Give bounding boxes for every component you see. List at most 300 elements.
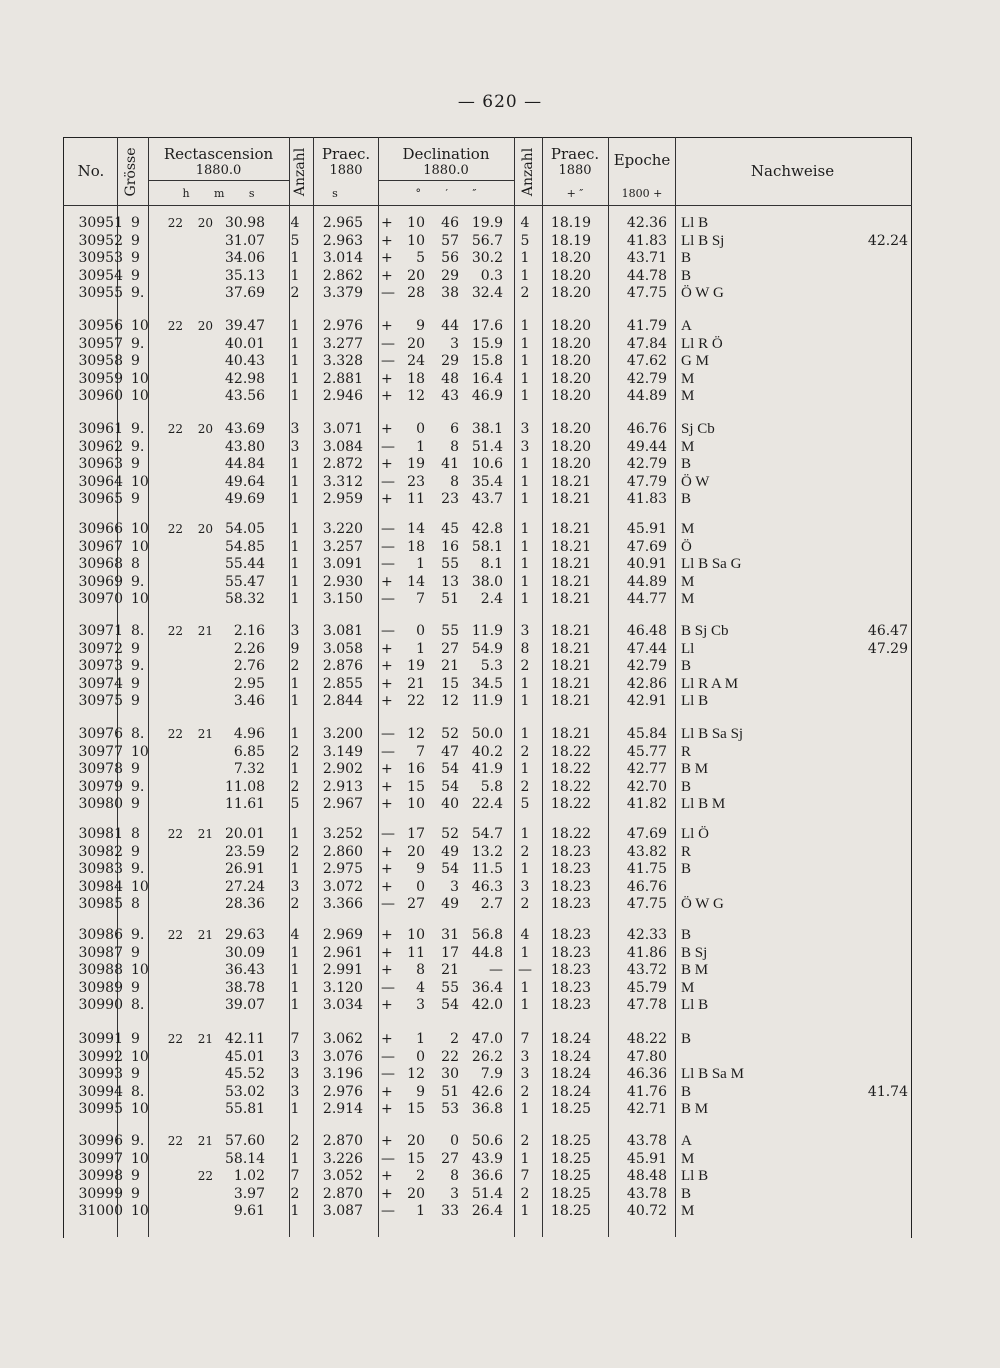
ra-seconds: 29.63: [225, 927, 266, 943]
dec-minutes: 6: [450, 421, 459, 437]
dec-degrees: 1: [416, 556, 425, 572]
ra-precession: 3.252: [322, 826, 363, 842]
table-row: [63, 1203, 910, 1221]
ra-seconds: 42.11: [225, 1031, 266, 1047]
table-row: [63, 250, 910, 268]
dec-sign: +: [381, 318, 393, 334]
ra-precession: 2.862: [322, 267, 363, 284]
epoch: 41.75: [626, 861, 667, 877]
star-number: 30954: [78, 267, 123, 284]
dec-seconds: 34.5: [471, 675, 503, 692]
dec-count: 1: [520, 388, 530, 404]
ra-seconds: 3.46: [233, 693, 265, 709]
ra-precession: 3.072: [322, 878, 363, 895]
dec-precession: 18.21: [550, 658, 591, 674]
ra-seconds: 7.32: [233, 761, 265, 777]
dec-count: 1: [520, 944, 530, 961]
ra-seconds: 4.96: [233, 726, 265, 742]
dec-minutes: 21: [441, 658, 459, 674]
ra-precession: 3.226: [322, 1150, 363, 1167]
dec-degrees: 19: [407, 456, 425, 472]
header-praec: Praec.: [321, 145, 371, 163]
references: M: [681, 388, 695, 404]
dec-sign: +: [381, 796, 393, 812]
dec-precession: 18.20: [550, 285, 591, 301]
dec-seconds: —: [489, 962, 503, 978]
ra-precession: 3.149: [322, 743, 363, 760]
ra-seconds: 2.16: [233, 623, 265, 639]
ra-hours: 22: [167, 522, 183, 536]
star-number: 30969: [78, 573, 123, 590]
dec-sign: +: [381, 778, 393, 795]
magnitude: 9: [131, 796, 140, 812]
ra-seconds: 37.69: [225, 285, 266, 301]
references: B Sj Cb: [681, 623, 729, 639]
star-number: 30951: [78, 215, 123, 231]
epoch: 42.79: [626, 370, 667, 387]
epoch: 42.36: [626, 215, 667, 231]
ra-precession: 3.120: [322, 979, 363, 996]
epoch: 41.76: [626, 1083, 667, 1100]
table-row: [63, 945, 910, 963]
dec-degrees: 7: [416, 591, 425, 607]
star-number: 30967: [78, 538, 123, 555]
ra-count: 2: [290, 1133, 300, 1149]
dec-count: 3: [520, 1066, 530, 1082]
dec-degrees: 3: [416, 997, 425, 1013]
references: R: [681, 743, 692, 760]
dec-minutes: 12: [441, 693, 459, 709]
references: Ll B M: [681, 796, 726, 812]
ra-precession: 2.902: [322, 761, 363, 777]
dec-degrees: 0: [416, 623, 425, 639]
magnitude: 10: [131, 743, 149, 760]
dec-seconds: 42.0: [471, 997, 503, 1013]
side-note: 41.74: [867, 1083, 908, 1100]
magnitude: 9.: [131, 421, 145, 437]
dec-precession: 18.23: [550, 944, 591, 961]
magnitude: 9.: [131, 285, 145, 301]
table-row: [63, 556, 910, 574]
magnitude: 9: [131, 761, 140, 777]
ra-count: 1: [290, 456, 300, 472]
epoch: 42.71: [626, 1101, 667, 1117]
dec-minutes: 8: [450, 438, 459, 455]
epoch: 41.79: [626, 318, 667, 334]
magnitude: 10: [131, 962, 149, 978]
table-row: [63, 1049, 910, 1067]
header-epoche: Epoche: [613, 151, 671, 169]
dec-sign: —: [381, 473, 395, 490]
dec-count: 3: [520, 878, 530, 895]
ra-seconds: 55.81: [225, 1101, 266, 1117]
epoch: 45.77: [626, 743, 667, 760]
ra-count: 1: [290, 591, 300, 607]
dec-sign: +: [381, 388, 393, 404]
ra-precession: 2.991: [322, 962, 363, 978]
ra-hours: 22: [167, 624, 183, 638]
dec-precession: 18.21: [550, 726, 591, 742]
header-anzahl: Anzahl: [292, 147, 308, 197]
ra-count: 1: [290, 473, 300, 490]
dec-sign: —: [381, 623, 395, 639]
header-ra-units: h m s: [182, 187, 255, 200]
dec-degrees: 20: [407, 1133, 425, 1149]
dec-precession: 18.20: [550, 318, 591, 334]
ra-seconds: 40.01: [225, 335, 266, 352]
references: Ö W: [681, 473, 710, 490]
dec-precession: 18.20: [550, 267, 591, 284]
references: Ll B Sa M: [681, 1066, 744, 1082]
dec-minutes: 16: [441, 538, 459, 555]
references: M: [681, 979, 695, 996]
epoch: 41.83: [626, 491, 667, 507]
dec-degrees: 24: [407, 353, 425, 369]
dec-degrees: 9: [416, 1083, 425, 1100]
dec-seconds: 17.6: [471, 318, 503, 334]
dec-sign: —: [381, 743, 395, 760]
epoch: 46.76: [626, 421, 667, 437]
star-number: 31000: [78, 1203, 123, 1219]
magnitude: 9.: [131, 658, 145, 674]
header-praec-2-year: 1880: [558, 163, 592, 178]
magnitude: 10: [131, 1150, 149, 1167]
table-row: [63, 693, 910, 711]
ra-seconds: 54.85: [225, 538, 266, 555]
magnitude: 9: [131, 843, 140, 860]
references: B: [681, 927, 692, 943]
ra-count: 2: [290, 658, 300, 674]
header-dec-epoch: 1880.0: [423, 163, 469, 178]
dec-minutes: 43: [441, 388, 459, 404]
ra-seconds: 38.78: [225, 979, 266, 996]
epoch: 41.82: [626, 796, 667, 812]
ra-count: 9: [290, 640, 300, 657]
star-number: 30970: [78, 591, 123, 607]
star-number: 30971: [78, 623, 123, 639]
dec-sign: +: [381, 232, 393, 249]
star-number: 30985: [78, 896, 123, 912]
ra-precession: 3.058: [322, 640, 363, 657]
dec-seconds: 43.7: [471, 491, 503, 507]
references: Ll B: [681, 693, 709, 709]
ra-seconds: 49.69: [225, 491, 266, 507]
magnitude: 9: [131, 944, 140, 961]
ra-precession: 3.196: [322, 1066, 363, 1082]
ra-count: 2: [290, 843, 300, 860]
epoch: 47.75: [626, 285, 667, 301]
ra-count: 1: [290, 675, 300, 692]
dec-seconds: 15.9: [471, 335, 503, 352]
dec-count: 4: [520, 927, 530, 943]
dec-degrees: 20: [407, 843, 425, 860]
dec-seconds: 36.4: [471, 979, 503, 996]
dec-minutes: 52: [441, 726, 459, 742]
star-number: 30974: [78, 675, 123, 692]
ra-precession: 2.976: [322, 1083, 363, 1100]
ra-seconds: 34.06: [225, 250, 266, 266]
dec-sign: +: [381, 491, 393, 507]
magnitude: 8.: [131, 997, 145, 1013]
star-number: 30981: [78, 826, 123, 842]
dec-minutes: 55: [441, 556, 459, 572]
dec-degrees: 1: [416, 1203, 425, 1219]
ra-seconds: 11.61: [225, 796, 266, 812]
dec-precession: 18.20: [550, 250, 591, 266]
ra-minutes: 20: [197, 522, 213, 536]
table-row: [63, 456, 910, 474]
star-number: 30994: [78, 1083, 123, 1100]
dec-precession: 18.21: [550, 573, 591, 590]
epoch: 43.71: [626, 250, 667, 266]
table-row: [63, 844, 910, 862]
dec-minutes: 27: [441, 1150, 459, 1167]
dec-count: 1: [520, 591, 530, 607]
table-row: [63, 962, 910, 980]
dec-degrees: 0: [416, 1048, 425, 1065]
ra-seconds: 11.08: [225, 778, 266, 795]
dec-precession: 18.20: [550, 353, 591, 369]
dec-precession: 18.22: [550, 743, 591, 760]
dec-sign: —: [381, 556, 395, 572]
ra-count: 1: [290, 267, 300, 284]
epoch: 46.76: [626, 878, 667, 895]
magnitude: 9: [131, 232, 140, 249]
ra-hours: 22: [167, 319, 183, 333]
header-groesse: Grösse: [123, 147, 139, 197]
epoch: 46.48: [626, 623, 667, 639]
table-row: [63, 574, 910, 592]
ra-count: 1: [290, 318, 300, 334]
epoch: 43.72: [626, 962, 667, 978]
ra-count: 1: [290, 556, 300, 572]
ra-precession: 3.034: [322, 997, 363, 1013]
ra-precession: 3.366: [322, 896, 363, 912]
ra-seconds: 58.14: [225, 1150, 266, 1167]
table-row: [63, 896, 910, 914]
dec-seconds: 42.8: [471, 521, 503, 537]
epoch: 44.78: [626, 267, 667, 284]
dec-precession: 18.21: [550, 538, 591, 555]
ra-count: 3: [290, 438, 300, 455]
ra-precession: 3.052: [322, 1168, 363, 1184]
dec-seconds: 36.6: [471, 1168, 503, 1184]
ra-seconds: 2.26: [233, 640, 265, 657]
dec-sign: +: [381, 1168, 393, 1184]
ra-precession: 2.844: [322, 693, 363, 709]
dec-count: 5: [520, 796, 530, 812]
dec-precession: 18.21: [550, 623, 591, 639]
star-number: 30963: [78, 456, 123, 472]
star-number: 30959: [78, 370, 123, 387]
ra-hours: 22: [167, 727, 183, 741]
dec-count: 1: [520, 573, 530, 590]
dec-degrees: 4: [416, 979, 425, 996]
magnitude: 9.: [131, 778, 145, 795]
dec-precession: 18.23: [550, 962, 591, 978]
dec-seconds: 42.6: [471, 1083, 503, 1100]
ra-precession: 3.379: [322, 285, 363, 301]
magnitude: 9.: [131, 927, 145, 943]
dec-seconds: 13.2: [471, 843, 503, 860]
star-number: 30988: [78, 962, 123, 978]
dec-degrees: 10: [407, 232, 425, 249]
table-row: [63, 676, 910, 694]
header-praec-unit: s: [332, 187, 338, 200]
ra-seconds: 31.07: [225, 232, 266, 249]
table-row: [63, 879, 910, 897]
dec-degrees: 16: [407, 761, 425, 777]
table-row: [63, 744, 910, 762]
epoch: 47.69: [626, 826, 667, 842]
ra-precession: 3.200: [322, 726, 363, 742]
ra-precession: 3.062: [322, 1031, 363, 1047]
ra-precession: 2.959: [322, 491, 363, 507]
dec-sign: —: [381, 726, 395, 742]
magnitude: 9.: [131, 438, 145, 455]
table-row: [63, 539, 910, 557]
magnitude: 8.: [131, 726, 145, 742]
star-number: 30972: [78, 640, 123, 657]
references: R: [681, 843, 692, 860]
dec-count: 1: [520, 473, 530, 490]
dec-degrees: 5: [416, 250, 425, 266]
references: Sj Cb: [681, 421, 715, 437]
dec-seconds: 47.0: [471, 1031, 503, 1047]
side-note: 42.24: [867, 232, 908, 249]
ra-count: 1: [290, 335, 300, 352]
dec-count: 1: [520, 761, 530, 777]
magnitude: 9: [131, 675, 140, 692]
star-number: 30968: [78, 556, 123, 572]
ra-seconds: 35.13: [225, 267, 266, 284]
dec-minutes: 21: [441, 962, 459, 978]
references: B Sj: [681, 944, 708, 961]
ra-seconds: 3.97: [233, 1185, 265, 1202]
ra-seconds: 30.09: [225, 944, 266, 961]
ra-count: 7: [290, 1031, 300, 1047]
dec-precession: 18.19: [550, 215, 591, 231]
dec-degrees: 21: [407, 675, 425, 692]
dec-precession: 18.21: [550, 491, 591, 507]
magnitude: 8: [131, 556, 140, 572]
dec-degrees: 20: [407, 335, 425, 352]
ra-seconds: 1.02: [233, 1168, 265, 1184]
ra-seconds: 55.44: [225, 556, 266, 572]
dec-count: 1: [520, 250, 530, 266]
dec-degrees: 28: [407, 285, 425, 301]
dec-degrees: 8: [416, 962, 425, 978]
references: Ll B: [681, 215, 709, 231]
dec-degrees: 18: [407, 370, 425, 387]
dec-sign: —: [381, 521, 395, 537]
magnitude: 8: [131, 826, 140, 842]
table-row: [63, 761, 910, 779]
dec-precession: 18.23: [550, 997, 591, 1013]
epoch: 47.79: [626, 473, 667, 490]
ra-count: 7: [290, 1168, 300, 1184]
dec-count: 7: [520, 1168, 530, 1184]
dec-sign: +: [381, 675, 393, 692]
ra-precession: 3.091: [322, 556, 363, 572]
references: B: [681, 1185, 692, 1202]
epoch: 47.75: [626, 896, 667, 912]
dec-minutes: 27: [441, 640, 459, 657]
table-row: [63, 268, 910, 286]
dec-sign: —: [381, 353, 395, 369]
ra-count: 2: [290, 285, 300, 301]
ra-seconds: 53.02: [225, 1083, 266, 1100]
ra-count: 3: [290, 1048, 300, 1065]
dec-minutes: 54: [441, 861, 459, 877]
ra-seconds: 57.60: [225, 1133, 266, 1149]
table-row: [63, 491, 910, 509]
dec-minutes: 31: [441, 927, 459, 943]
references: Ö W G: [681, 285, 724, 301]
dec-degrees: 14: [407, 573, 425, 590]
ra-seconds: 39.07: [225, 997, 266, 1013]
ra-minutes: 22: [197, 1169, 213, 1183]
references: Ll: [681, 640, 695, 657]
dec-precession: 18.20: [550, 370, 591, 387]
ra-count: 1: [290, 962, 300, 978]
dec-count: 1: [520, 370, 530, 387]
dec-seconds: 50.6: [471, 1133, 503, 1149]
references: M: [681, 573, 695, 590]
magnitude: 10: [131, 1101, 149, 1117]
dec-minutes: 49: [441, 896, 459, 912]
dec-seconds: 2.7: [480, 896, 503, 912]
ra-count: 1: [290, 944, 300, 961]
dec-minutes: 57: [441, 232, 459, 249]
dec-precession: 18.23: [550, 878, 591, 895]
ra-precession: 2.876: [322, 658, 363, 674]
dec-seconds: 8.1: [480, 556, 503, 572]
references: M: [681, 1203, 695, 1219]
references: Ll R A M: [681, 675, 739, 692]
dec-count: 1: [520, 556, 530, 572]
ra-precession: 3.220: [322, 521, 363, 537]
epoch: 44.77: [626, 591, 667, 607]
magnitude: 9: [131, 693, 140, 709]
star-number: 30979: [78, 778, 123, 795]
dec-precession: 18.22: [550, 826, 591, 842]
references: M: [681, 370, 695, 387]
dec-precession: 18.23: [550, 861, 591, 877]
dec-count: 1: [520, 491, 530, 507]
magnitude: 9: [131, 979, 140, 996]
dec-sign: —: [381, 1150, 395, 1167]
magnitude: 9: [131, 1066, 140, 1082]
star-number: 30991: [78, 1031, 123, 1047]
dec-seconds: 11.5: [471, 861, 503, 877]
dec-sign: +: [381, 640, 393, 657]
references: B: [681, 250, 692, 266]
dec-degrees: 9: [416, 861, 425, 877]
ra-precession: 3.257: [322, 538, 363, 555]
ra-seconds: 49.64: [225, 473, 266, 490]
dec-precession: 18.20: [550, 438, 591, 455]
dec-seconds: 0.3: [480, 267, 503, 284]
dec-sign: +: [381, 267, 393, 284]
ra-precession: 2.855: [322, 675, 363, 692]
references: Ll B Sj: [681, 232, 725, 249]
ra-precession: 2.969: [322, 927, 363, 943]
ra-precession: 3.014: [322, 250, 363, 266]
ra-count: 4: [290, 927, 300, 943]
references: Ll B Sa G: [681, 556, 742, 572]
ra-hours: 22: [167, 827, 183, 841]
